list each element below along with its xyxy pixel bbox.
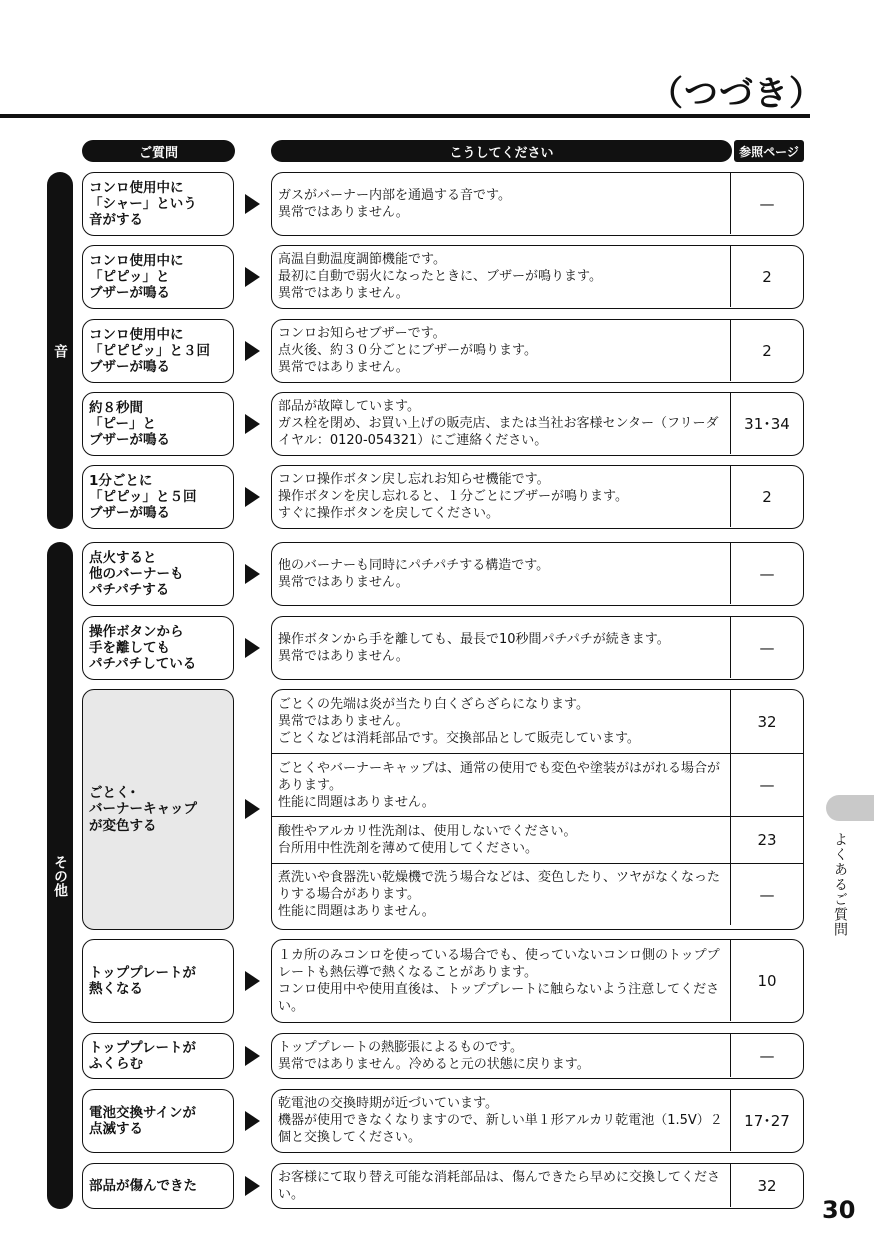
page-title: （つづき） — [649, 74, 824, 114]
answer-box — [271, 1033, 804, 1079]
ref-page: 32 — [730, 1164, 803, 1207]
arrow-right-icon — [245, 971, 260, 991]
ref-page: 23 — [730, 817, 803, 863]
question-box: 点火すると 他のバーナーも パチパチする — [82, 542, 234, 606]
answer-text: お客様にて取り替え可能な消耗部品は、傷んできたら早めに交換してください。 — [278, 1169, 721, 1202]
arrow-right-icon — [245, 341, 260, 361]
answer-text: 操作ボタンから手を離しても、最長で10秒間パチパチが続きます。 異常ではありません。 — [278, 631, 670, 664]
answer-box — [271, 392, 804, 456]
column-header-answer: こうしてください — [271, 140, 732, 162]
answer-box — [271, 1089, 804, 1153]
ref-page: — — [730, 617, 803, 678]
ref-page: — — [730, 543, 803, 604]
answer-box — [271, 245, 804, 309]
answer-box — [271, 939, 804, 1023]
page-number: 30 — [822, 1196, 856, 1224]
answer-text: １カ所のみコンロを使っている場合でも、使っていないコンロ側のトッププレートも熱伝導で熱くなることがあります。 コンロ使用中や使用直後は、トッププレートに触らないよう注意してください。 — [278, 947, 720, 1014]
arrow-right-icon — [245, 194, 260, 214]
question-box: 部品が傷んできた — [82, 1163, 234, 1209]
arrow-right-icon — [245, 564, 260, 584]
arrow-right-icon — [245, 487, 260, 507]
ref-page: — — [730, 754, 803, 816]
answer-box — [271, 616, 804, 680]
answer-text: コンロ操作ボタン戻し忘れお知らせ機能です。 操作ボタンを戻し忘れると、１分ごとにブザーが鳴ります。 すぐに操作ボタンを戻してください。 — [278, 472, 628, 521]
question-box: 操作ボタンから 手を離しても パチパチしている — [82, 616, 234, 680]
answer-text: 煮洗いや食器洗い乾燥機で洗う場合などは、変色したり、ツヤがなくなったりする場合があります。 性能に問題はありません。 — [278, 870, 721, 919]
ref-page: — — [730, 173, 803, 234]
ref-page: 10 — [730, 940, 803, 1021]
answer-text: 酸性やアルカリ性洗剤は、使用しないでください。 台所用中性洗剤を薄めて使用してください。 — [278, 824, 577, 856]
ref-page: 2 — [730, 320, 803, 381]
ref-page: 2 — [730, 246, 803, 307]
arrow-right-icon — [245, 1176, 260, 1196]
ref-page: 31･34 — [730, 393, 803, 454]
arrow-right-icon — [245, 1111, 260, 1131]
answer-text: 乾電池の交換時期が近づいています。 機器が使用できなくなりますので、新しい単１形アルカリ乾電池（1.5V）２個と交換してください。 — [278, 1096, 723, 1145]
answer-text: 部品が故障しています。 ガス栓を閉め、お買い上げの販売店、または当社お客様センター（フリーダイヤル：0120-054321）にご連絡ください。 — [278, 399, 719, 448]
answer-box — [271, 542, 804, 606]
answer-text: ごとくやバーナーキャップは、通常の使用でも変色や塗装がはがれる場合があります。 性能に問題はありません。 — [278, 760, 721, 810]
answer-text: 他のバーナーも同時にパチパチする構造です。 異常ではありません。 — [278, 557, 550, 590]
answer-box — [271, 1163, 804, 1209]
arrow-right-icon — [245, 638, 260, 658]
category-other: その他 — [47, 542, 73, 1209]
side-tab — [826, 795, 874, 821]
column-header-question: ご質問 — [82, 140, 235, 162]
answer-box — [271, 465, 804, 529]
question-box: コンロ使用中に 「ピピッ」と ブザーが鳴る — [82, 245, 234, 309]
question-box: 約８秒間 「ピー」と ブザーが鳴る — [82, 392, 234, 456]
question-box: コンロ使用中に 「シャー」という 音がする — [82, 172, 234, 236]
arrow-right-icon — [245, 1046, 260, 1066]
question-box: 電池交換サインが 点滅する — [82, 1089, 234, 1153]
answer-text: ガスがバーナー内部を通過する音です。 異常ではありません。 — [278, 187, 511, 220]
side-tab-label: よくあるご質問 — [832, 832, 848, 937]
question-box: ごとく･ バーナーキャップ が変色する — [82, 689, 234, 930]
header-rule — [0, 114, 810, 118]
answer-box — [271, 319, 804, 383]
ref-page: — — [730, 864, 803, 925]
answer-box — [271, 172, 804, 236]
arrow-right-icon — [245, 799, 260, 819]
question-box: コンロ使用中に 「ピピピッ」と３回 ブザーが鳴る — [82, 319, 234, 383]
arrow-right-icon — [245, 267, 260, 287]
answer-text: トッププレートの熱膨張によるものです。 異常ではありません。冷めると元の状態に戻ります。 — [278, 1039, 590, 1072]
answer-text: ごとくの先端は炎が当たり白くざらざらになります。 異常ではありません。 ごとくなどは消耗部品です。交換部品として販売しています。 — [278, 697, 640, 746]
answer-text: コンロお知らせブザーです。 点火後、約３０分ごとにブザーが鳴ります。 異常ではありません。 — [278, 326, 537, 375]
ref-page: 32 — [730, 690, 803, 753]
category-sound: 音 — [47, 172, 73, 529]
answer-box — [271, 689, 804, 930]
ref-page: 17･27 — [730, 1090, 803, 1151]
column-header-ref: 参照ページ — [734, 140, 804, 162]
question-box: トッププレートが 熱くなる — [82, 939, 234, 1023]
ref-page: — — [730, 1034, 803, 1077]
ref-page: 2 — [730, 466, 803, 527]
arrow-right-icon — [245, 414, 260, 434]
answer-text: 高温自動温度調節機能です。 最初に自動で弱火になったときに、ブザーが鳴ります。 異常ではありません。 — [278, 252, 602, 301]
question-box: トッププレートが ふくらむ — [82, 1033, 234, 1079]
question-box: 1分ごとに 「ピピッ」と５回 ブザーが鳴る — [82, 465, 234, 529]
